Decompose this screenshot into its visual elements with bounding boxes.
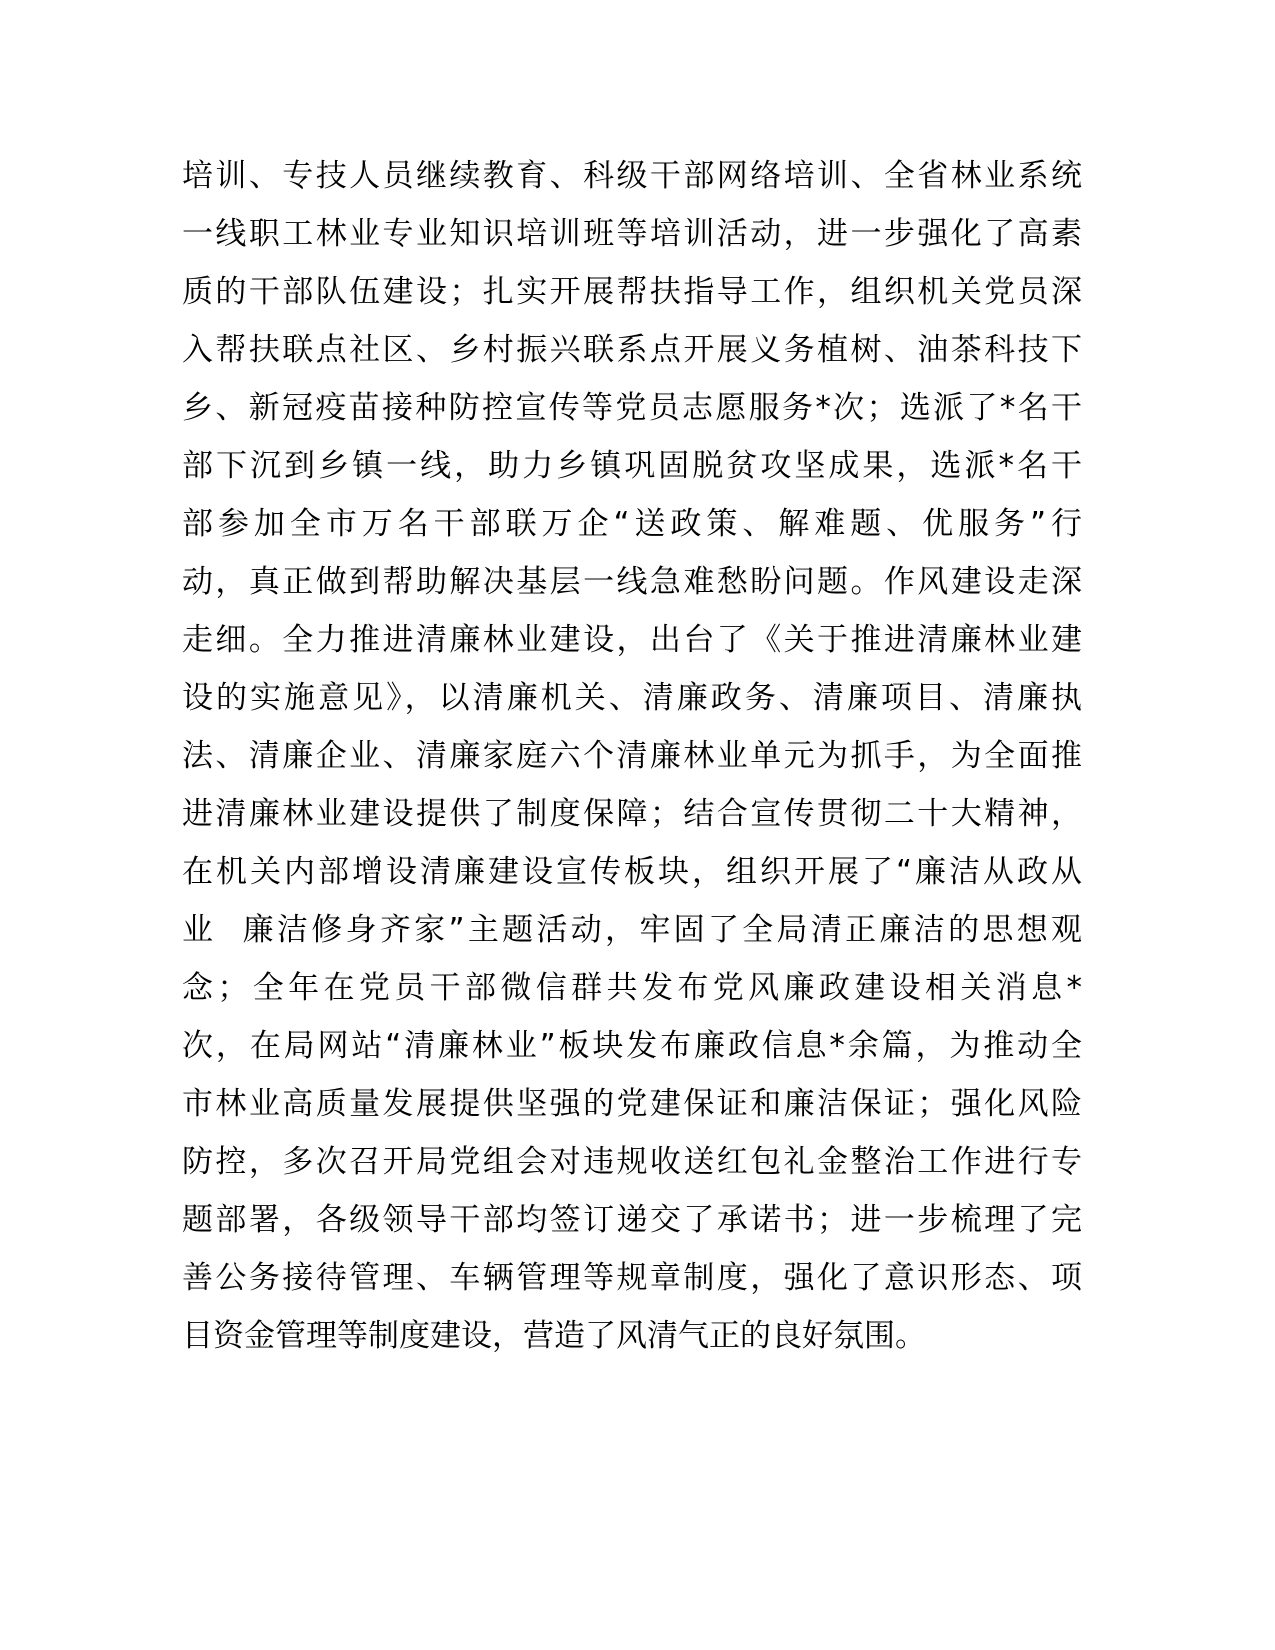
text-line: 题部署，各级领导干部均签订递交了承诺书；进一步梳理了完 <box>182 1202 1082 1238</box>
text-line: 进清廉林业建设提供了制度保障；结合宣传贯彻二十大精神， <box>182 796 1082 832</box>
text-line: 市林业高质量发展提供坚强的党建保证和廉洁保证；强化风险 <box>182 1086 1082 1122</box>
text-line: 业 廉洁修身齐家”主题活动，牢固了全局清正廉洁的思想观 <box>182 912 1082 948</box>
text-line: 走细。全力推进清廉林业建设，出台了《关于推进清廉林业建 <box>182 622 1082 658</box>
text-line: 动，真正做到帮助解决基层一线急难愁盼问题。作风建设走深 <box>182 564 1082 600</box>
body-paragraph <box>182 147 1082 1365</box>
text-line: 乡、新冠疫苗接种防控宣传等党员志愿服务*次；选派了*名干 <box>182 390 1082 426</box>
text-line: 设的实施意见》，以清廉机关、清廉政务、清廉项目、清廉执 <box>182 680 1082 716</box>
text-line: 善公务接待管理、车辆管理等规章制度，强化了意识形态、项 <box>182 1260 1082 1296</box>
text-line: 一线职工林业专业知识培训班等培训活动，进一步强化了高素 <box>182 216 1082 252</box>
text-line: 防控，多次召开局党组会对违规收送红包礼金整治工作进行专 <box>182 1144 1082 1180</box>
text-line: 次，在局网站“清廉林业”板块发布廉政信息*余篇，为推动全 <box>182 1028 1082 1064</box>
text-line: 念；全年在党员干部微信群共发布党风廉政建设相关消息* <box>182 970 1082 1006</box>
text-line: 部下沉到乡镇一线，助力乡镇巩固脱贫攻坚成果，选派*名干 <box>182 448 1082 484</box>
text-line: 培训、专技人员继续教育、科级干部网络培训、全省林业系统 <box>182 158 1082 194</box>
text-line: 在机关内部增设清廉建设宣传板块，组织开展了“廉洁从政从 <box>182 854 1082 890</box>
text-line: 法、清廉企业、清廉家庭六个清廉林业单元为抓手，为全面推 <box>182 738 1082 774</box>
text-line: 质的干部队伍建设；扎实开展帮扶指导工作，组织机关党员深 <box>182 274 1082 310</box>
text-line-last: 目资金管理等制度建设，营造了风清气正的良好氛围。 <box>182 1318 926 1354</box>
text-line: 入帮扶联点社区、乡村振兴联系点开展义务植树、油茶科技下 <box>182 332 1082 368</box>
text-line: 部参加全市万名干部联万企“送政策、解难题、优服务”行 <box>182 506 1082 542</box>
